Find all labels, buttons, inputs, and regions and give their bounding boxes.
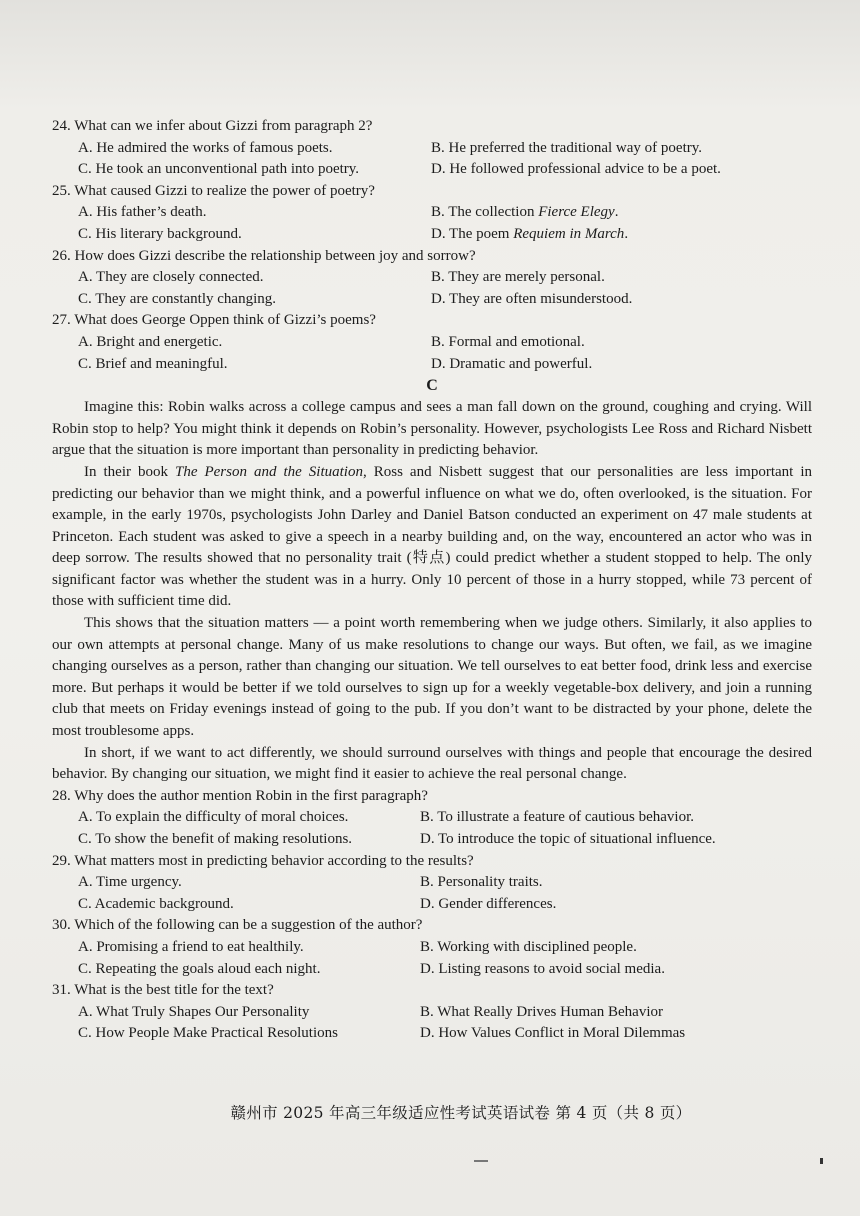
option-c: C. To show the benefit of making resolutions. bbox=[78, 831, 353, 847]
option-b: B. They are merely personal. bbox=[431, 269, 605, 286]
option-d: D. The poem Requiem in March. bbox=[431, 225, 629, 242]
question-27 bbox=[52, 310, 812, 375]
question-stem: 26. How does Gizzi describe the relationship between joy and sorrow? bbox=[52, 247, 476, 264]
option-a: A. Promising a friend to eat healthily. bbox=[78, 938, 304, 955]
option-d: D. How Values Conflict in Moral Dilemmas bbox=[420, 1025, 686, 1042]
option-b: B. Personality traits. bbox=[420, 874, 543, 891]
option-d: D. Gender differences. bbox=[420, 895, 557, 912]
question-options bbox=[52, 267, 812, 310]
reading-passage bbox=[52, 397, 812, 786]
option-d: D. To introduce the topic of situational influence. bbox=[420, 831, 716, 847]
section-label: C bbox=[426, 377, 438, 395]
option-c: C. Academic background. bbox=[78, 895, 234, 912]
question-24 bbox=[52, 116, 812, 181]
page-footer: 赣州市 2025 年高三年级适应性考试英语试卷 第 4 页（共 8 页） bbox=[230, 1104, 692, 1122]
question-options bbox=[52, 937, 812, 980]
option-d: D. They are often misunderstood. bbox=[431, 290, 633, 307]
option-b: B. Working with disciplined people. bbox=[420, 938, 637, 955]
passage-paragraph: In short, if we want to act differently, we should surround ourselves with things and people that encourage the desired behavior. By changing our situation, we might find it easier to achieve the real personal change. bbox=[52, 744, 812, 783]
question-stem: 25. What caused Gizzi to realize the power of poetry? bbox=[52, 182, 375, 199]
option-c: C. Repeating the goals aloud each night. bbox=[78, 960, 321, 977]
passage-paragraph: In their book The Person and the Situation, Ross and Nisbett suggest that our personalities are less important in predicting our behavior than we might think, and a powerful influence on what we do, often overlooked, is the situation. For example, in the early 1970s, psychologists John Darley and Daniel Batson conducted an experiment on 47 male students at Princeton. Each student was asked to give a speech in a nearby building and, on the way, encountered an actor who was in deep sorrow. The results showed that no personality trait (特点) could predict whether a student stopped to help. The only significant factor was whether the student was in a hurry. Only 10 percent of those in a hurry stopped, while 73 percent of those with sufficient time did. bbox=[52, 463, 812, 610]
option-c: C. How People Make Practical Resolutions bbox=[78, 1025, 338, 1042]
page-content bbox=[52, 116, 812, 1045]
question-options bbox=[52, 332, 812, 375]
option-d: D. Listing reasons to avoid social media. bbox=[420, 960, 665, 977]
scan-edge-mark bbox=[820, 1158, 823, 1164]
option-a: A. Time urgency. bbox=[78, 874, 182, 891]
question-26 bbox=[52, 246, 812, 311]
question-25 bbox=[52, 181, 812, 246]
question-29 bbox=[52, 851, 812, 916]
question-stem: 31. What is the best title for the text? bbox=[52, 982, 274, 999]
question-options bbox=[52, 872, 812, 915]
option-d: D. He followed professional advice to be a poet. bbox=[431, 161, 721, 178]
question-31 bbox=[52, 980, 812, 1045]
option-a: A. His father’s death. bbox=[78, 204, 207, 221]
option-b: B. What Really Drives Human Behavior bbox=[420, 1003, 664, 1020]
option-c: C. His literary background. bbox=[78, 225, 242, 242]
question-options bbox=[52, 138, 812, 181]
option-a: A. They are closely connected. bbox=[78, 269, 264, 286]
option-a: A. He admired the works of famous poets. bbox=[78, 139, 333, 156]
question-stem: 29. What matters most in predicting behavior according to the results? bbox=[52, 852, 474, 869]
scan-dash-mark bbox=[474, 1160, 488, 1162]
option-d: D. Dramatic and powerful. bbox=[431, 355, 593, 372]
question-options bbox=[52, 1002, 812, 1045]
passage-paragraph: This shows that the situation matters — a point worth remembering when we judge others. Similarly, it also applies to our own attempts at personal change. Many of us make resolutions to change our ways. But often, we fail, as we imagine changing ourselves as a person, rather than changing our situation. We tell ourselves to eat better food, drink less and exercise more. But perhaps it would be better if we told ourselves to sign up for a weekly vegetable-box delivery, and join a running club that meets on Friday evenings instead of going to the pub. If you don’t want to be distracted by your phone, delete the most troublesome apps. bbox=[52, 615, 812, 740]
question-28 bbox=[52, 786, 812, 851]
question-options bbox=[52, 807, 812, 850]
option-b: B. He preferred the traditional way of poetry. bbox=[431, 139, 703, 156]
option-a: A. To explain the difficulty of moral choices. bbox=[78, 809, 349, 826]
option-b: B. The collection Fierce Elegy. bbox=[431, 204, 619, 221]
option-c: C. He took an unconventional path into poetry. bbox=[78, 161, 360, 178]
question-stem: 28. Why does the author mention Robin in the first paragraph? bbox=[52, 787, 428, 804]
question-stem: 27. What does George Oppen think of Gizzi’s poems? bbox=[52, 312, 376, 329]
option-c: C. They are constantly changing. bbox=[78, 290, 277, 307]
option-b: B. Formal and emotional. bbox=[431, 333, 585, 350]
question-options bbox=[52, 202, 812, 245]
question-stem: 24. What can we infer about Gizzi from paragraph 2? bbox=[52, 118, 373, 134]
passage-paragraph: Imagine this: Robin walks across a college campus and sees a man fall down on the ground, coughing and crying. Will Robin stop to help? You might think it depends on Robin’s personality. However, psychologists Lee Ross and Richard Nisbett argue that the situation is more important than personality in predicting behavior. bbox=[52, 399, 812, 459]
option-a: A. What Truly Shapes Our Personality bbox=[78, 1003, 310, 1020]
option-c: C. Brief and meaningful. bbox=[78, 355, 228, 372]
option-b: B. To illustrate a feature of cautious behavior. bbox=[420, 809, 695, 826]
question-stem: 30. Which of the following can be a suggestion of the author? bbox=[52, 917, 423, 934]
option-a: A. Bright and energetic. bbox=[78, 333, 223, 350]
question-30 bbox=[52, 915, 812, 980]
